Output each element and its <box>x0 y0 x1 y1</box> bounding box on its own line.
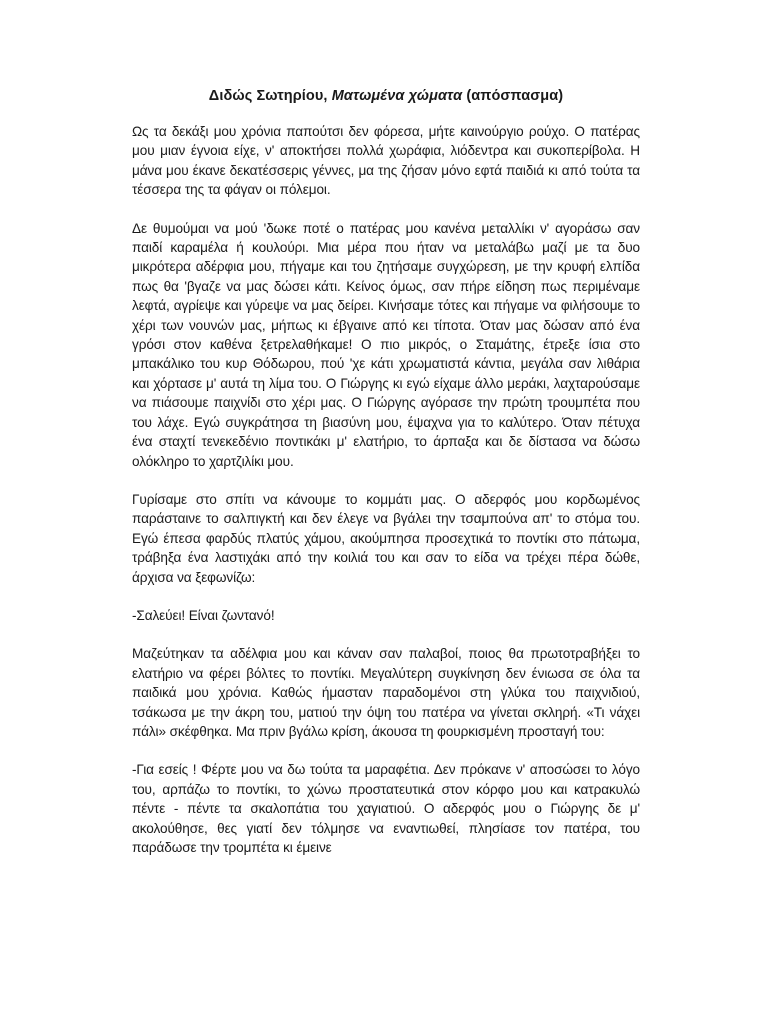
paragraph-3: Γυρίσαμε στο σπίτι να κάνουμε το κομμάτι μας. Ο αδερφός μου κορδωμένος παράσταινε το σαλπιγκτή και δεν έλεγε να βγάλει την τσαμπούνα απ' το στόμα του. Εγώ έπεσα φαρδύς πλατύς χάμου, ακούμπησα προσεχτικά το ποντίκι στο πάτωμα, τράβηξα ένα λαστιχάκι από την κοιλιά του και σαν το είδα να τρέχει πέρα δώθε, άρχισα να ξεφωνίζω: <box>132 491 640 585</box>
paragraph-4: -Σαλεύει! Είναι ζωντανό! <box>132 607 275 623</box>
title-suffix: (απόσπασμα) <box>462 88 564 104</box>
paragraph-2: Δε θυμούμαι να μού 'δωκε ποτέ ο πατέρας μου κανένα μεταλλίκι ν' αγοράσω σαν παιδί καραμέλα ή κουλούρι. Μια μέρα που ήταν να μεταλάβω μαζί με τα δυο μικρότερα αδέρφια μου, πήγαμε και του ζητήσαμε συγχώρεση, με την κρυφή ελπίδα πως θα 'βγαζε να μας δώσει κάτι. Κείνος όμως, σαν πήρε είδηση πως περιμέναμε λεφτά, αγρίεψε και γύρεψε να μας δείρει. Κινήσαμε τότες και πήγαμε να φιλήσουμε το χέρι των νουνών μας, μήπως κι έβγαινε από κει τίποτα. Όταν μας δώσαν από ένα γρόσι στον καθένα ξετρελαθήκαμε! Ο πιο μικρός, ο Σταμάτης, έτρεξε ίσια στο μπακάλικο του κυρ Θόδωρου, πού 'χε κάτι χρωματιστά κάντια, μεγάλα σαν λιθάρια και χόρτασε μ' αυτά τη λίμα του. Ο Γιώργης κι εγώ είχαμε άλλο μεράκι, λαχταρούσαμε να πιάσουμε παιχνίδι στο χέρι μας. Ο Γιώργης αγόρασε την πρώτη τρουμπέτα που του λάχε. Εγώ συγκράτησα τη βιασύνη μου, έψαχνα για το καλύτερο. Όταν πέτυχα ένα σταχτί τενεκεδένιο ποντικάκι μ' ελατήριο, το άρπαξα και δε δίστασα να δώσω ολόκληρο το χαρτζιλίκι μου. <box>132 220 640 469</box>
title-work: Ματωμένα χώματα <box>331 88 463 104</box>
paragraph-1: Ως τα δεκάξι μου χρόνια παπούτσι δεν φόρεσα, μήτε καινούργιο ρούχο. Ο πατέρας μου μιαν έγνοια είχε, ν' αποκτήσει πολλά χωράφια, λιόδεντρα και συκοπερίβολα. Η μάνα μου έκανε δεκατέσσερις γέννες, μα της ζήσαν μόνο εφτά παιδιά κι από τούτα τα τέσσερα της τα φάγαν οι πόλεμοι. <box>132 124 640 198</box>
paragraph-5: Μαζεύτηκαν τα αδέλφια μου και κάναν σαν παλαβοί, ποιος θα πρωτοτραβήξει το ελατήριο να φέρει βόλτες το ποντίκι. Μεγαλύτερη συγκίνηση δεν ένιωσα σε όλα τα παιδικά μου χρόνια. Καθώς ήμασταν παραδομένοι στη γλύκα του παιχνιδιού, τσάκωσα με την άκρη του, ματιού την όψη του πατέρα να γίνεται σκληρή. «Τι νάχει πάλι» σκέφθηκα. Μα πριν βγάλω κρίση, άκουσα τη φουρκισμένη προσταγή του: <box>132 646 640 739</box>
title-author: Διδώς Σωτηρίου, <box>208 88 332 104</box>
paragraph-6: -Για εσείς ! Φέρτε μου να δω τούτα τα μαραφέτια. Δεν πρόκανε ν' αποσώσει το λόγο του, αρπάζω το ποντίκι, το χώνω προστατευτικά στον κόρφο μου και κατρακυλώ πέντε - πέντε τα σκαλοπάτια του χαγιατιού. Ο αδερφός μου ο Γιώργης δε μ' ακολούθησε, θες γιατί δεν τόλμησε να εναντιωθεί, πλησίασε τον πατέρα, του παράδωσε την τρομπέτα κι έμεινε <box>132 762 640 855</box>
document-title <box>132 88 640 104</box>
